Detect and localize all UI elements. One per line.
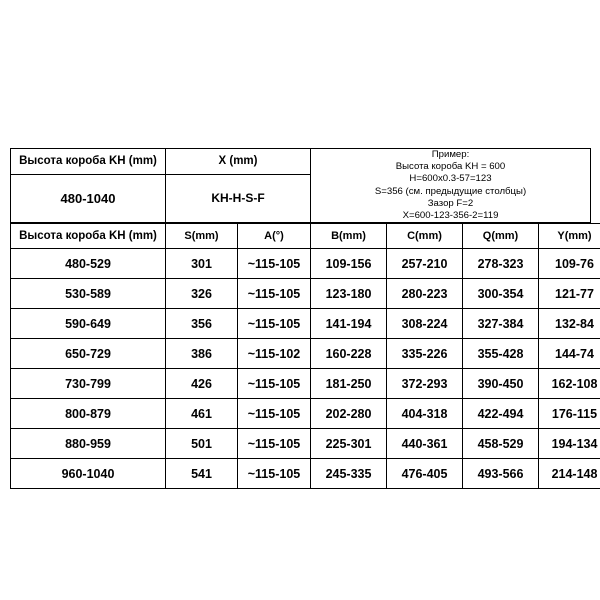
- column-header-y: Y(mm): [539, 224, 600, 249]
- cell-kh: 530-589: [11, 279, 166, 309]
- table-row: [11, 279, 600, 309]
- cell-a: ~115-105: [238, 249, 311, 279]
- cell-a: ~115-105: [238, 369, 311, 399]
- example-note-cell: [311, 149, 591, 223]
- top-header-kh: Высота короба KH (mm): [11, 149, 166, 175]
- cell-a: ~115-105: [238, 459, 311, 489]
- cell-c: 476-405: [387, 459, 463, 489]
- cell-q: 493-566: [463, 459, 539, 489]
- cell-c: 308-224: [387, 309, 463, 339]
- cell-s: 461: [166, 399, 238, 429]
- cell-a: ~115-102: [238, 339, 311, 369]
- top-summary-table: [10, 148, 591, 223]
- spec-table-sheet: [10, 148, 598, 489]
- cell-q: 355-428: [463, 339, 539, 369]
- column-header-a: A(°): [238, 224, 311, 249]
- note-line-1: Высота короба KH = 600: [395, 161, 506, 173]
- cell-b: 202-280: [311, 399, 387, 429]
- top-header-x: X (mm): [166, 149, 311, 175]
- cell-b: 109-156: [311, 249, 387, 279]
- cell-s: 326: [166, 279, 238, 309]
- dimensions-table: [10, 223, 600, 489]
- cell-c: 404-318: [387, 399, 463, 429]
- cell-b: 160-228: [311, 339, 387, 369]
- cell-s: 426: [166, 369, 238, 399]
- cell-a: ~115-105: [238, 279, 311, 309]
- cell-a: ~115-105: [238, 429, 311, 459]
- cell-q: 458-529: [463, 429, 539, 459]
- cell-kh: 730-799: [11, 369, 166, 399]
- cell-kh: 590-649: [11, 309, 166, 339]
- note-line-5: X=600-123-356-2=119: [402, 209, 499, 221]
- cell-b: 123-180: [311, 279, 387, 309]
- cell-q: 327-384: [463, 309, 539, 339]
- column-header-kh: Высота короба KH (mm): [11, 224, 166, 249]
- cell-s: 541: [166, 459, 238, 489]
- cell-c: 440-361: [387, 429, 463, 459]
- cell-q: 278-323: [463, 249, 539, 279]
- cell-b: 245-335: [311, 459, 387, 489]
- column-header-s: S(mm): [166, 224, 238, 249]
- cell-kh: 880-959: [11, 429, 166, 459]
- cell-q: 300-354: [463, 279, 539, 309]
- cell-y: 109-76: [539, 249, 600, 279]
- cell-s: 501: [166, 429, 238, 459]
- cell-kh: 480-529: [11, 249, 166, 279]
- table-header-row: [11, 224, 600, 249]
- note-line-2: H=600x0.3-57=123: [409, 173, 492, 185]
- cell-a: ~115-105: [238, 309, 311, 339]
- top-value-x-formula: KH-H-S-F: [166, 174, 311, 222]
- cell-y: 176-115: [539, 399, 600, 429]
- column-header-c: C(mm): [387, 224, 463, 249]
- cell-s: 356: [166, 309, 238, 339]
- cell-y: 194-134: [539, 429, 600, 459]
- cell-b: 225-301: [311, 429, 387, 459]
- top-header-row: [11, 149, 591, 175]
- table-row: [11, 339, 600, 369]
- note-line-4: Зазор F=2: [427, 197, 474, 209]
- cell-c: 372-293: [387, 369, 463, 399]
- column-header-q: Q(mm): [463, 224, 539, 249]
- cell-q: 422-494: [463, 399, 539, 429]
- note-line-3: S=356 (см. предыдущие столбцы): [374, 185, 527, 197]
- cell-y: 162-108: [539, 369, 600, 399]
- cell-a: ~115-105: [238, 399, 311, 429]
- table-row: [11, 369, 600, 399]
- cell-y: 214-148: [539, 459, 600, 489]
- cell-s: 301: [166, 249, 238, 279]
- cell-y: 144-74: [539, 339, 600, 369]
- cell-b: 181-250: [311, 369, 387, 399]
- table-row: [11, 249, 600, 279]
- cell-kh: 650-729: [11, 339, 166, 369]
- table-row: [11, 459, 600, 489]
- cell-c: 335-226: [387, 339, 463, 369]
- cell-s: 386: [166, 339, 238, 369]
- column-header-b: B(mm): [311, 224, 387, 249]
- cell-c: 280-223: [387, 279, 463, 309]
- top-value-kh-range: 480-1040: [11, 174, 166, 222]
- table-row: [11, 429, 600, 459]
- cell-y: 121-77: [539, 279, 600, 309]
- note-line-0: Пример:: [431, 149, 470, 160]
- cell-kh: 960-1040: [11, 459, 166, 489]
- table-row: [11, 309, 600, 339]
- table-row: [11, 399, 600, 429]
- cell-c: 257-210: [387, 249, 463, 279]
- cell-y: 132-84: [539, 309, 600, 339]
- cell-kh: 800-879: [11, 399, 166, 429]
- cell-b: 141-194: [311, 309, 387, 339]
- cell-q: 390-450: [463, 369, 539, 399]
